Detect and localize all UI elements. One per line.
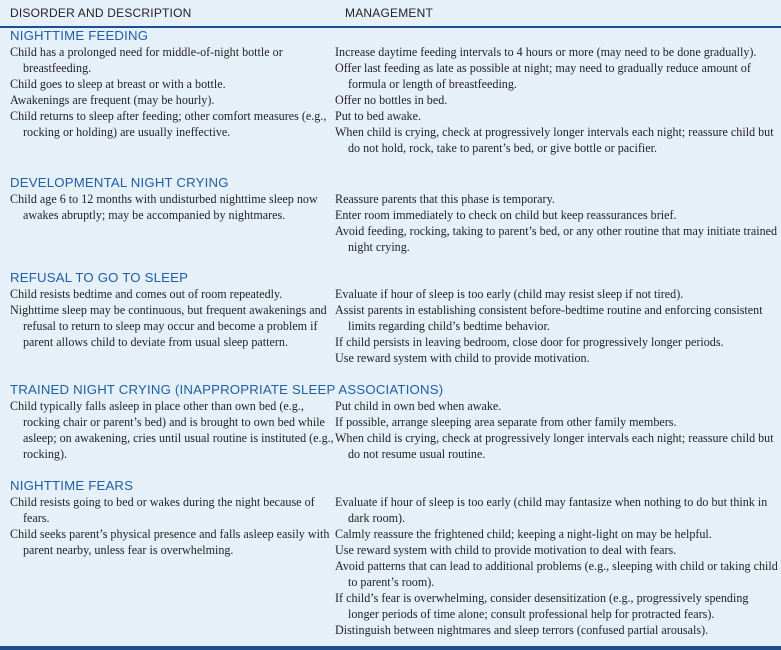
description-item: Child resists bedtime and comes out of room repeatedly.	[10, 287, 283, 301]
management-item: If child persists in leaving bedroom, close door for progressively longer periods.	[335, 335, 724, 349]
management-item: Evaluate if hour of sleep is too early (child may fantasize when nothing to do but think in dark room).	[335, 495, 768, 525]
header-disorder: DISORDER AND DESCRIPTION	[10, 6, 192, 20]
management-item: Use reward system with child to provide motivation to deal with fears.	[335, 543, 677, 557]
management-item: Evaluate if hour of sleep is too early (child may resist sleep if not tired).	[335, 287, 684, 301]
section-title: DEVELOPMENTAL NIGHT CRYING	[10, 175, 229, 190]
management-item: Assist parents in establishing consistent before-bedtime routine and enforcing consistent limits regarding child’s bedtime behavior.	[335, 303, 763, 333]
description-item: Child age 6 to 12 months with undisturbed nighttime sleep now awakes abruptly; may be accompanied by nightmares.	[10, 192, 318, 222]
management-item: When child is crying, check at progressively longer intervals each night; reassure child but do not resume usual routine.	[335, 431, 774, 461]
description-item: Child goes to sleep at breast or with a bottle.	[10, 77, 226, 91]
header-management: MANAGEMENT	[345, 6, 434, 20]
section-title: NIGHTTIME FEARS	[10, 478, 134, 493]
management-item: Distinguish between nightmares and sleep terrors (confused partial arousals).	[335, 623, 709, 637]
management-item: Enter room immediately to check on child but keep reassurances brief.	[335, 208, 677, 222]
management-item: Reassure parents that this phase is temporary.	[335, 192, 555, 206]
section-nighttime-feeding	[0, 28, 781, 156]
description-item: Child typically falls asleep in place other than own bed (e.g., rocking chair or parent’s bed) and is brought to own bed while asleep; on awakening, cries until usual routine is instituted (e.g., rocking).	[10, 399, 334, 461]
section-title: TRAINED NIGHT CRYING (INAPPROPRIATE SLEEP ASSOCIATIONS)	[10, 382, 444, 397]
management-item: Offer last feeding as late as possible at night; may need to gradually reduce amount of formula or length of breastfeeding.	[335, 61, 751, 91]
section-developmental-night-crying	[0, 175, 781, 255]
description-item: Nighttime sleep may be continuous, but frequent awakenings and refusal to return to sleep may occur and become a problem if parent allows child to deviate from usual sleep pattern.	[10, 303, 327, 349]
management-item: Increase daytime feeding intervals to 4 hours or more (may need to be done gradually).	[335, 45, 757, 59]
management-item: Avoid patterns that can lead to additional problems (e.g., sleeping with child or taking child to parent’s room).	[335, 559, 778, 589]
management-item: Avoid feeding, rocking, taking to parent’s bed, or any other routine that may initiate trained night crying.	[335, 224, 778, 254]
management-item: Put to bed awake.	[335, 109, 421, 123]
management-item: Calmly reassure the frightened child; keeping a night-light on may be helpful.	[335, 527, 712, 541]
description-item: Child returns to sleep after feeding; other comfort measures (e.g., rocking or holding) are usually ineffective.	[10, 109, 327, 139]
bottom-rule	[0, 646, 781, 650]
section-nighttime-fears	[0, 478, 781, 638]
table-header	[0, 0, 781, 28]
section-refusal-to-go-to-sleep	[0, 270, 781, 366]
management-item: Put child in own bed when awake.	[335, 399, 502, 413]
management-item: Offer no bottles in bed.	[335, 93, 448, 107]
section-title: REFUSAL TO GO TO SLEEP	[10, 270, 189, 285]
description-item: Child has a prolonged need for middle-of-night bottle or breastfeeding.	[10, 45, 283, 75]
management-item: Use reward system with child to provide motivation.	[335, 351, 590, 365]
management-item: If child’s fear is overwhelming, consider desensitization (e.g., progressively spending longer periods of time alone; consult professional help for protracted fears).	[335, 591, 749, 621]
section-title: NIGHTTIME FEEDING	[10, 28, 149, 43]
description-item: Child resists going to bed or wakes during the night because of fears.	[10, 495, 315, 525]
description-item: Awakenings are frequent (may be hourly).	[10, 93, 215, 107]
section-trained-night-crying	[0, 382, 781, 462]
description-item: Child seeks parent’s physical presence and falls asleep easily with parent nearby, unless fear is overwhelming.	[10, 527, 330, 557]
management-item: If possible, arrange sleeping area separate from other family members.	[335, 415, 677, 429]
management-item: When child is crying, check at progressively longer intervals each night; reassure child but do not hold, rock, take to parent’s bed, or give bottle or pacifier.	[335, 125, 774, 155]
